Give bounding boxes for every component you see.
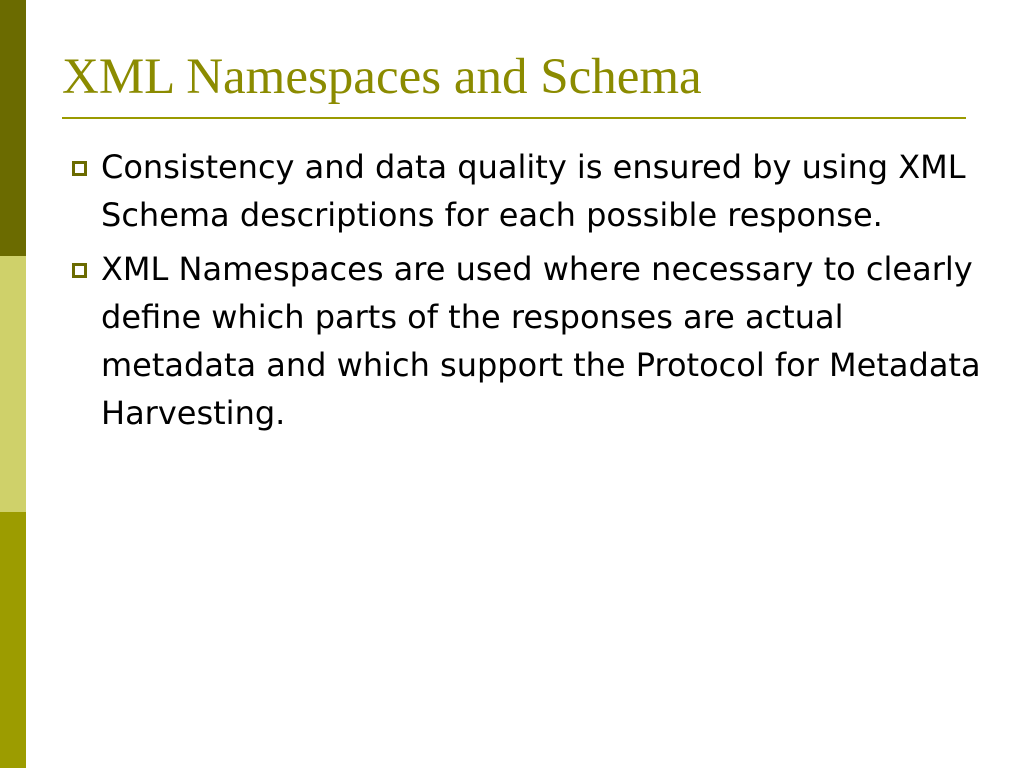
accent-bar-bottom-segment [0, 512, 26, 768]
slide-title: XML Namespaces and Schema [62, 49, 702, 105]
accent-bar-top-segment [0, 0, 26, 256]
bullet-list [62, 143, 982, 443]
title-underline [62, 117, 966, 119]
bullet-text: XML Namespaces are used where necessary to clearly define which parts of the responses are actual metadata and which support the Protocol for Metadata Harvesting. [101, 250, 981, 432]
hollow-square-bullet-icon [72, 263, 87, 278]
bullet-text: Consistency and data quality is ensured by using XML Schema descriptions for each possible response. [101, 148, 966, 234]
left-accent-bar [0, 0, 26, 768]
bullet-item [62, 143, 982, 239]
bullet-item [62, 245, 982, 437]
accent-bar-middle-segment [0, 256, 26, 512]
hollow-square-bullet-icon [72, 161, 87, 176]
